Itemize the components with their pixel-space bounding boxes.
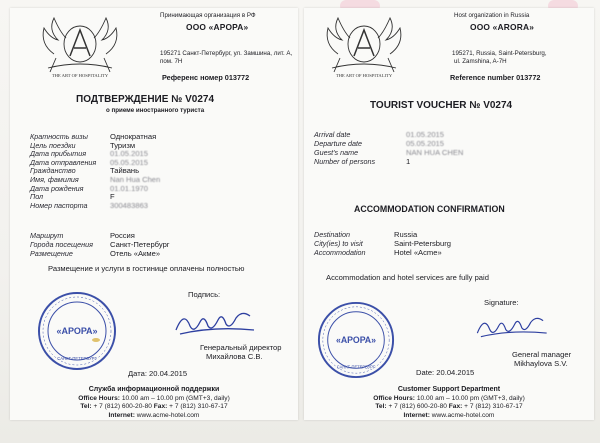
support-title: Customer Support Department (397, 386, 501, 393)
document-subtitle: о приеме иностранного туриста (106, 107, 205, 114)
field-label: Размещение (30, 249, 73, 258)
website-link[interactable]: www.acme-hotel.com (136, 411, 200, 419)
field-label: Кратность визы (30, 132, 88, 141)
signature-image (170, 304, 260, 340)
field-label: Номер паспорта (30, 200, 88, 210)
accommodation-title: ACCOMMODATION CONFIRMATION (354, 204, 505, 214)
director-name: Михайлова С.В. (206, 352, 263, 361)
address-line-2: ul. Zamshina, A-7H (454, 58, 507, 65)
company-stamp (316, 300, 396, 380)
director-title: Генеральный директор (200, 343, 282, 352)
issue-date: Date: 20.04.2015 (416, 368, 475, 377)
field-label: Дата прибытия (30, 149, 87, 159)
reference-number: Референс номер 013772 (162, 73, 250, 82)
fax-label: Fax: (448, 403, 463, 410)
office-hours-label: Office Hours: (373, 394, 415, 402)
manager-name: Mikhaylova S.V. (514, 359, 568, 368)
field-value: Тайвань (110, 166, 140, 176)
field-label: Destination (314, 230, 350, 239)
document-title: ПОДТВЕРЖДЕНИЕ № V0274 (76, 94, 215, 105)
support-footer (304, 386, 594, 420)
field-value: 01.05.2015 (406, 130, 445, 139)
svg-text:THE ART OF HOSPITALITY: THE ART OF HOSPITALITY (51, 73, 109, 78)
field-value: Россия (110, 231, 135, 240)
internet-label: Internet: (108, 411, 135, 419)
hotel-emblem-icon (34, 14, 126, 82)
field-label: Departure date (314, 139, 362, 148)
address-line-1: 195271, Russia, Saint-Petersburg, (452, 50, 547, 57)
field-value: Туризм (110, 140, 136, 150)
website-link[interactable]: www.acme-hotel.com (431, 411, 495, 419)
field-label: Имя, фамилия (30, 175, 79, 184)
field-value: Saint-Petersburg (394, 239, 451, 248)
signature-image (472, 308, 552, 344)
field-value: 01.01.1970 (110, 183, 149, 193)
field-label: Города посещения (30, 240, 93, 249)
field-value: Russia (394, 230, 418, 239)
field-label: Number of persons (314, 157, 376, 166)
hotel-emblem-icon (318, 14, 410, 82)
office-hours-label: Office Hours: (78, 394, 120, 402)
signature-label: Подпись: (188, 290, 221, 299)
field-value: Однократная (110, 132, 157, 141)
host-label: Принимающая организация в РФ (160, 12, 256, 19)
field-label: Дата рождения (30, 183, 84, 193)
svg-text:«АРОРА»: «АРОРА» (335, 334, 377, 345)
voucher-english (304, 8, 594, 420)
field-label: Guest's name (314, 148, 359, 157)
issue-date: Дата: 20.04.2015 (128, 369, 188, 378)
field-value: NAN HUA CHEN (406, 148, 464, 157)
internet-label: Internet: (403, 411, 430, 419)
fax-number: + 7 (812) 310-67-17 (464, 403, 523, 410)
field-label: Пол (30, 192, 44, 202)
field-value: F (110, 192, 115, 202)
field-value: Hotel «Acme» (394, 248, 442, 257)
field-label: Гражданство (30, 166, 76, 176)
reference-number: Reference number 013772 (450, 73, 541, 82)
paid-note: Размещение и услуги в гостинице оплачены полностью (48, 264, 245, 273)
field-value: Санкт-Петербург (110, 240, 170, 249)
field-label: Цель поездки (30, 140, 76, 150)
field-label: Accommodation (314, 248, 366, 257)
company-stamp (36, 290, 118, 372)
field-value: 300483863 (110, 200, 149, 210)
fax-number: + 7 (812) 310-67-17 (169, 403, 228, 410)
paid-note: Accommodation and hotel services are fully paid (326, 273, 489, 282)
tel-label: Tel: (80, 403, 92, 410)
tel-number: + 7 (812) 600-20-80 (93, 403, 152, 410)
support-title: Служба информационной поддержки (88, 386, 220, 393)
field-value: 1 (406, 157, 411, 166)
voucher-russian (10, 8, 298, 420)
field-value: 05.05.2015 (406, 139, 445, 148)
host-name: OOO «ARORA» (470, 22, 535, 32)
office-hours: 10.00 am – 10.00 pm (GMT+3, daily) (121, 394, 230, 402)
address-line-1: 195271 Санкт-Петербург, ул. Замшина, лит. А, (160, 50, 293, 57)
field-label: City(ies) to visit (314, 239, 363, 248)
field-label: Маршрут (30, 231, 64, 240)
host-name: ООО «АРОРА» (186, 22, 249, 32)
field-value: Отель «Акме» (110, 249, 161, 258)
svg-text:САНКТ-ПЕТЕРБУРГ: САНКТ-ПЕТЕРБУРГ (336, 364, 376, 370)
field-value: 05.05.2015 (110, 157, 149, 167)
field-label: Дата отправления (30, 157, 97, 167)
tel-label: Tel: (375, 403, 387, 410)
svg-text:«АРОРА»: «АРОРА» (56, 326, 98, 336)
signature-label: Signature: (484, 298, 519, 307)
field-value: 01.05.2015 (110, 149, 149, 159)
document-title: TOURIST VOUCHER № V0274 (370, 100, 513, 111)
svg-text:THE ART OF HOSPITALITY: THE ART OF HOSPITALITY (335, 73, 393, 78)
field-label: Arrival date (314, 130, 351, 139)
svg-text:САНКТ-ПЕТЕРБУРГ: САНКТ-ПЕТЕРБУРГ (57, 356, 97, 361)
support-footer (10, 386, 298, 420)
manager-title: General manager (512, 350, 572, 359)
office-hours: 10.00 am – 10.00 pm (GMT+3, daily) (416, 394, 525, 402)
host-label: Host organization in Russia (454, 12, 530, 19)
field-value: Nan Hua Chen (110, 175, 161, 184)
address-line-2: пом. 7Н (160, 58, 183, 65)
tel-number: + 7 (812) 600-20-80 (388, 403, 447, 410)
fax-label: Fax: (153, 403, 168, 410)
